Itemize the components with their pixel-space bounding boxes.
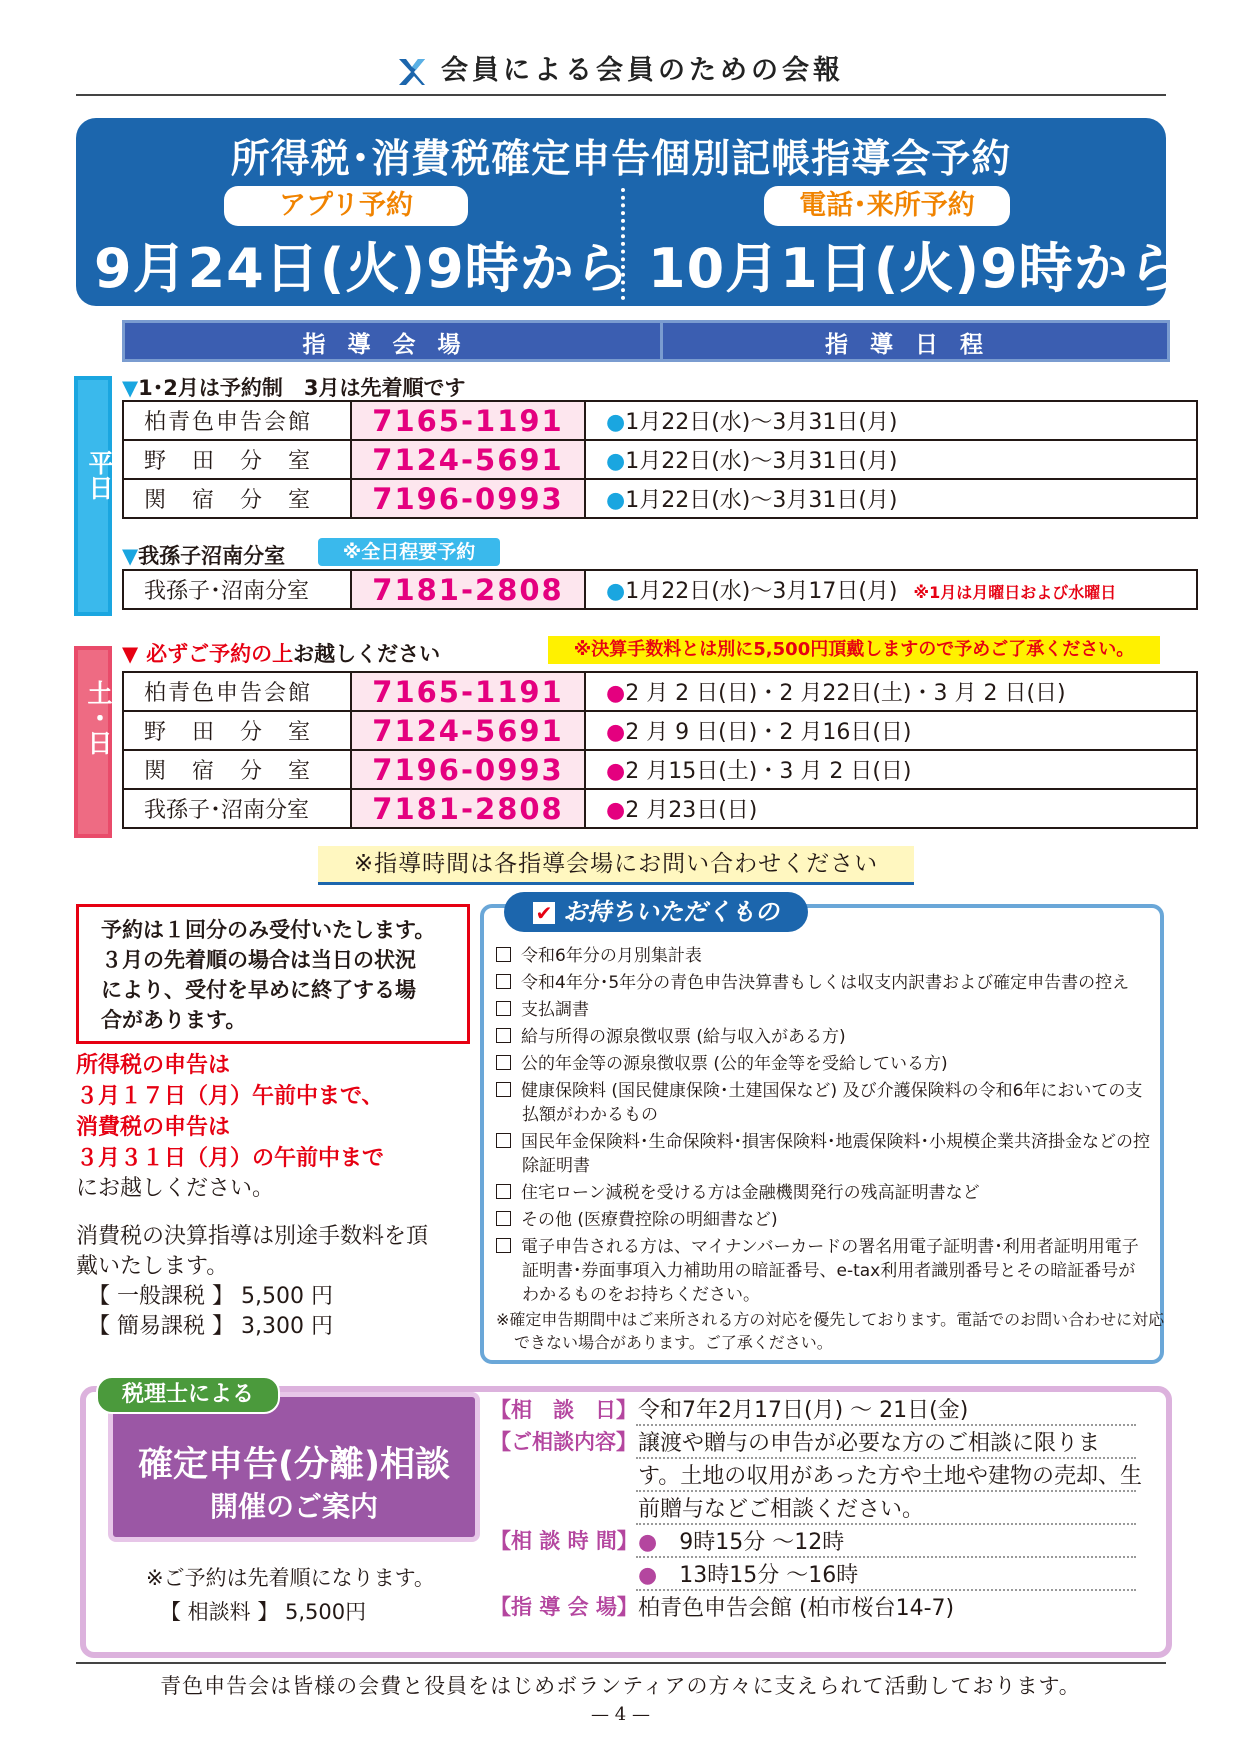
reservation-policy-box	[76, 904, 470, 1044]
dates-cell: ●1月22日(水)〜3月17日(月) ※1月は月曜日および水曜日	[585, 570, 1197, 609]
triangle-down-icon: ▼	[122, 544, 139, 568]
deadline-section: 所得税の申告は ３月１７日（月）午前中まで、 消費税の申告は ３月３１日（月）の午前中まで にお越しください。	[76, 1053, 385, 1201]
checkbox-icon	[496, 1238, 511, 1253]
label-venue: 【指 導 会 場】	[490, 1595, 638, 1619]
dates-cell: ●2 月 9 日(日)・2 月16日(日)	[585, 711, 1197, 750]
weekend-note-text: お越しください	[293, 642, 441, 666]
list-item: 令和6年分の月別集計表	[496, 944, 1150, 968]
monday-wednesday-note: ※1月は月曜日および水曜日	[913, 583, 1117, 602]
label-date: 【相 談 日】	[490, 1398, 637, 1422]
weekend-tag-text: 土・日	[84, 680, 113, 755]
venue-cell: 柏青色申告会館	[123, 401, 351, 440]
dates-cell: ●2 月 2 日(日)・2 月22日(土)・3 月 2 日(日)	[585, 672, 1197, 711]
header-title: 会員による会員のための会報	[441, 55, 844, 86]
consumption-tax-fee-section: 消費税の決算指導は別途手数料を頂 戴いたします。 【 一般課税 】 5,500 円 【 簡易課税 】 3,300 円	[76, 1222, 486, 1342]
dates-cell: ●1月22日(水)〜3月31日(月)	[585, 440, 1197, 479]
list-item: 給与所得の源泉徴収票 (給与収入がある方)	[496, 1025, 1150, 1049]
logo-icon	[397, 57, 427, 87]
venue-cell: 野 田 分 室	[123, 711, 351, 750]
table-row	[123, 401, 1197, 440]
phone-cell: 7181-2808	[351, 789, 585, 828]
phone-cell: 7124-5691	[351, 711, 585, 750]
venue-cell: 関 宿 分 室	[123, 479, 351, 518]
consultation-title: 確定申告(分離)相談	[138, 1445, 450, 1485]
weekend-note-red: 必ずご予約の上	[146, 642, 294, 666]
dates-column-label: 指導日程	[825, 332, 1005, 358]
weekday-note	[122, 372, 466, 402]
phone-cell: 7165-1191	[351, 672, 585, 711]
footer-text: 青色申告会は皆様の会費と役員をはじめボランティアの方々に支えられて活動しております。	[160, 1674, 1081, 1698]
venue-column-label: 指導会場	[302, 332, 483, 358]
first-come-note: ※ご予約は先着順になります。	[146, 1566, 435, 1590]
table-row	[123, 672, 1197, 711]
dates-cell: ●1月22日(水)〜3月31日(月)	[585, 401, 1197, 440]
tax-accountant-tag: 税理士による	[96, 1376, 280, 1414]
table-row	[123, 479, 1197, 518]
weekend-schedule-table	[122, 671, 1198, 829]
list-item: 健康保険料 (国民健康保険･土建国保など) 及び介護保険料の令和6年においての支払額がわかるもの	[496, 1079, 1150, 1127]
venue-cell: 我孫子･沼南分室	[123, 570, 351, 609]
reservation-required-badge: ※全日程要予約	[318, 538, 500, 566]
table-row	[123, 750, 1197, 789]
consultation-title-panel	[108, 1392, 480, 1542]
label-content: 【ご相談内容】	[490, 1430, 637, 1454]
table-row	[123, 570, 1197, 609]
checkbox-icon	[496, 1082, 511, 1097]
consultation-date: 令和7年2月17日(月) 〜 21日(金)	[638, 1398, 969, 1423]
weekend-fee-note: ※決算手数料とは別に5,500円頂戴しますので予めご了承ください。	[548, 636, 1160, 664]
weekday-schedule-table	[122, 400, 1198, 519]
reservation-banner	[76, 118, 1184, 306]
phone-cell: 7165-1191	[351, 401, 585, 440]
tel-start-date: 10月1日(火)9時から	[648, 237, 1184, 300]
weekend-tag	[74, 646, 112, 838]
list-item: 電子申告される方は、マイナンバーカードの署名用電子証明書･利用者証明用電子証明書･券面事項入力補助用の暗証番号、e-tax利用者識別番号とその暗証番号がわかるものをお持ちください。	[496, 1235, 1150, 1307]
triangle-down-icon: ▼	[122, 376, 139, 400]
triangle-down-icon: ▼	[122, 642, 139, 666]
dates-cell: ●2 月23日(日)	[585, 789, 1197, 828]
header-divider	[76, 94, 1166, 96]
table-row	[123, 440, 1197, 479]
footer-divider	[76, 1662, 1166, 1664]
list-item: その他 (医療費控除の明細書など)	[496, 1208, 1150, 1232]
checkbox-icon	[496, 974, 511, 989]
list-item: 住宅ローン減税を受ける方は金融機関発行の残高証明書など	[496, 1181, 1150, 1205]
items-title: ✔ お持ちいただくもの	[504, 892, 808, 932]
consultation-subtitle: 開催のご案内	[209, 1490, 378, 1523]
banner-title: 所得税･消費税確定申告個別記帳指導会予約	[230, 137, 1012, 182]
time-slot-2: ● 13時15分 〜16時	[638, 1563, 859, 1588]
gabiko-note-text: 我孫子沼南分室	[138, 544, 286, 568]
time-inquiry-note: ※指導時間は各指導会場にお問い合わせください	[318, 846, 914, 885]
gabiko-note	[122, 540, 285, 570]
checkbox-icon	[496, 1184, 511, 1199]
consultation-fee: 【 相談料 】 5,500円	[160, 1600, 367, 1624]
check-icon: ✔	[533, 902, 555, 924]
table-row	[123, 711, 1197, 750]
weekday-note-text: 1･2月は予約制 3月は先着順です	[138, 376, 466, 400]
phone-cell: 7124-5691	[351, 440, 585, 479]
list-item: 公的年金等の源泉徴収票 (公的年金等を受給している方)	[496, 1052, 1150, 1076]
weekday-tag-text: 平日	[85, 450, 114, 500]
checkbox-icon	[496, 1055, 511, 1070]
simple-tax-fee: 【 簡易課税 】 3,300 円	[88, 1314, 333, 1339]
page-number: — 4 —	[591, 1704, 650, 1725]
phone-cell: 7196-0993	[351, 479, 585, 518]
tel-reservation-label: 電話･来所予約	[764, 186, 1010, 226]
newsletter-header	[0, 48, 1241, 87]
phone-cell: 7196-0993	[351, 750, 585, 789]
dates-cell: ●1月22日(水)〜3月31日(月)	[585, 479, 1197, 518]
checkbox-icon	[496, 1211, 511, 1226]
content-line-2: す。土地の収用があった方や土地や建物の売却、生	[638, 1464, 1143, 1489]
items-list	[496, 944, 1150, 1310]
content-line-1: 譲渡や贈与の申告が必要な方のご相談に限りま	[638, 1431, 1101, 1456]
dates-cell: ●2 月15日(土)・3 月 2 日(日)	[585, 750, 1197, 789]
table-row	[123, 789, 1197, 828]
gabiko-schedule-table	[122, 569, 1198, 610]
checkbox-icon	[496, 1028, 511, 1043]
label-time: 【相 談 時 間】	[490, 1529, 638, 1553]
weekend-note	[122, 638, 440, 668]
checkbox-icon	[496, 1133, 511, 1148]
items-footnote: ※確定申告期間中はご来所される方の対応を優先しております。電話でのお問い合わせに対応できない場合があります。ご了承ください。	[496, 1310, 1165, 1352]
weekday-tag	[74, 376, 112, 616]
app-start-date: 9月24日(火)9時から	[94, 237, 630, 300]
general-tax-fee: 【 一般課税 】 5,500 円	[88, 1284, 333, 1309]
venue-cell: 柏青色申告会館	[123, 672, 351, 711]
phone-cell: 7181-2808	[351, 570, 585, 609]
reservation-policy-text: 予約は１回分のみ受付いたします。 ３月の先着順の場合は当日の状況 により、受付を早めに終了する場 合があります。	[101, 918, 436, 1032]
checkbox-icon	[496, 1001, 511, 1016]
venue-cell: 我孫子･沼南分室	[123, 789, 351, 828]
consultation-venue: 柏青色申告会館 (柏市桜台14-7)	[638, 1596, 955, 1621]
venue-cell: 野 田 分 室	[123, 440, 351, 479]
list-item: 支払調書	[496, 998, 1150, 1022]
checkbox-icon	[496, 947, 511, 962]
app-reservation-label: アプリ予約	[224, 186, 468, 226]
content-line-3: 前贈与などご相談ください。	[638, 1497, 925, 1522]
time-slot-1: ● 9時15分 〜12時	[638, 1530, 845, 1555]
list-item: 国民年金保険料･生命保険料･損害保険料･地震保険料･小規模企業共済掛金などの控除証明書	[496, 1130, 1150, 1178]
venue-cell: 関 宿 分 室	[123, 750, 351, 789]
schedule-column-header	[122, 320, 1170, 362]
list-item: 令和4年分･5年分の青色申告決算書もしくは収支内訳書および確定申告書の控え	[496, 971, 1150, 995]
